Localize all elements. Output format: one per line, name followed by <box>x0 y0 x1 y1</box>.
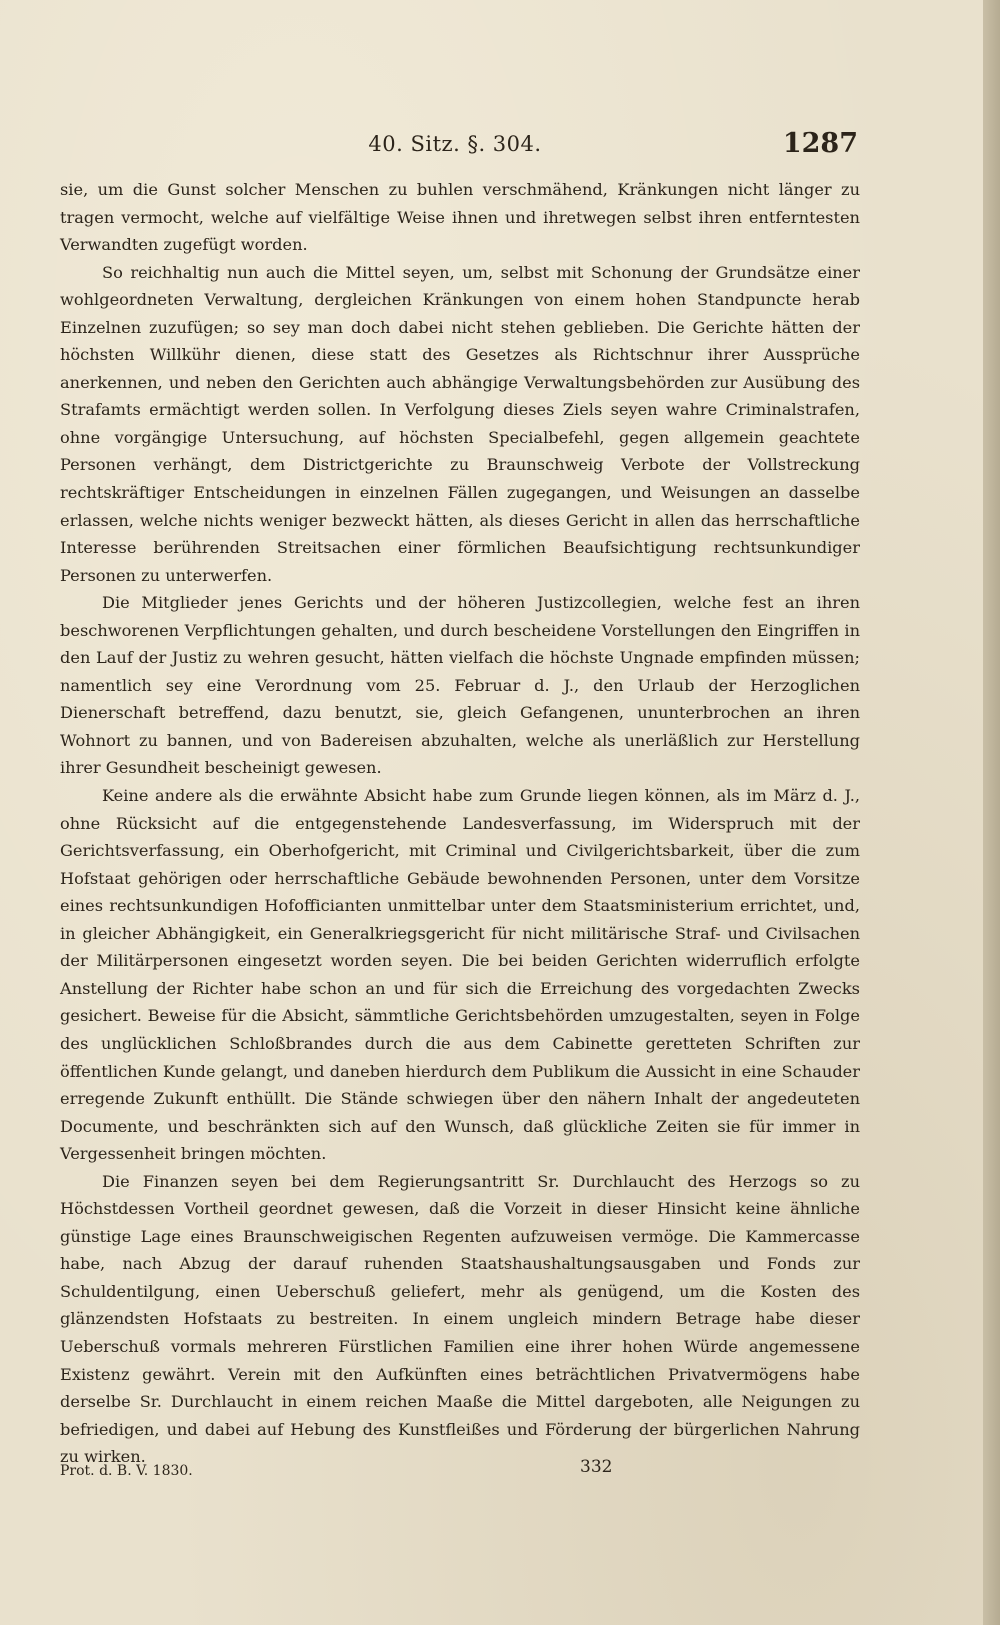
paragraph-2: So reichhaltig nun auch die Mittel seyen, um, selbst mit Schonung der Grundsätze einer wohlgeordneten Verwaltung, dergleichen Kränkungen von einem hohen Standpuncte herab Einzelnen zuzufügen; so sey man doch dabei nicht stehen geblieben. Die Gerichte hätten der höchsten Willkühr dienen, diese statt des Gesetzes als Richtschnur ihrer Aussprüche anerkennen, und neben den Gerichten auch abhängige Verwaltungsbehörden zur Ausübung des Strafamts ermächtigt werden sollen. In Verfolgung dieses Ziels seyen wahre Criminalstrafen, ohne vorgängige Untersuchung, auf höchsten Specialbefehl, gegen allgemein geachtete Personen verhängt, dem Districtgerichte zu Braunschweig Verbote der Vollstreckung rechtskräftiger Entscheidungen in einzelnen Fällen zugegangen, und Weisungen an dasselbe erlassen, welche nichts weniger bezweckt hätten, als dieses Gericht in allen das herrschaftliche Interesse berührenden Streitsachen einer förmlichen Beaufsichtigung rechtsunkundiger Personen zu unterwerfen. <box>60 262 860 585</box>
paragraph-3: Die Mitglieder jenes Gerichts und der höheren Justizcollegien, welche fest an ihren beschworenen Verpflichtungen gehalten, und durch bescheidene Vorstellungen den Eingriffen in den Lauf der Justiz zu wehren gesucht, hätten vielfach die höchste Ungnade empfinden müssen; namentlich sey eine Verordnung vom 25. Februar d. J., den Urlaub der Herzoglichen Dienerschaft betreffend, dazu benutzt, sie, gleich Gefangenen, ununterbrochen an ihren Wohnort zu bannen, und von Badereisen abzuhalten, welche als unerläßlich zur Herstellung ihrer Gesundheit bescheinigt gewesen. <box>60 593 860 778</box>
signature-mark: 332 <box>580 1457 613 1477</box>
paragraph-4: Keine andere als die erwähnte Absicht habe zum Grunde liegen können, als im März d. J., ohne Rücksicht auf die entgegenstehende Landesverfassung, im Widerspruch mit der Gerichtsverfassung, ein Oberhofgericht, mit Criminal und Civilgerichtsbarkeit, über die zum Hofstaat gehörigen oder herrschaftliche Gebäude bewohnenden Personen, unter dem Vorsitze eines rechtsunkundigen Hofofficianten unmittelbar unter dem Staatsministerium errichtet, und, in gleicher Abhängigkeit, ein Generalkriegsgericht für nicht militärische Straf- und Civilsachen der Militärpersonen eingesetzt worden seyen. Die bei beiden Gerichten widerruflich erfolgte Anstellung der Richter habe schon an und für sich die Erreichung des vorgedachten Zwecks gesichert. Beweise für die Absicht, sämmtliche Gerichtsbehörden umzugestalten, seyen in Folge des unglücklichen Schloßbrandes durch die aus dem Cabinette geretteten Schriften zur öffentlichen Kunde gelangt, und daneben hierdurch dem Publikum die Aussicht in eine Schauder erregende Zukunft enthüllt. Die Stände schwiegen über den nähern Inhalt der angedeuteten Documente, und beschränkten sich auf den Wunsch, daß glückliche Zeiten sie für immer in Vergessenheit bringen möchten. <box>60 786 860 1164</box>
footer-reference: Prot. d. B. V. 1830. <box>60 1463 193 1479</box>
page-footer <box>60 1457 860 1483</box>
paragraph-5: Die Finanzen seyen bei dem Regierungsantritt Sr. Durchlaucht des Herzogs so zu Höchstdessen Vortheil geordnet gewesen, daß die Vorzeit in dieser Hinsicht keine ähnliche günstige Lage eines Braunschweigischen Regenten aufzuweisen vermöge. Die Kammercasse habe, nach Abzug der darauf ruhenden Staatshaushaltungsausgaben und Fonds zur Schuldentilgung, einen Ueberschuß geliefert, mehr als genügend, um die Kosten des glänzendsten Hofstaats zu bestreiten. In einem ungleich mindern Betrage habe dieser Ueberschuß vormals mehreren Fürstlichen Familien eine ihrer hohen Würde angemessene Existenz gewährt. Verein mit den Aufkünften eines beträchtlichen Privatvermögens habe derselbe Sr. Durchlaucht in einem reichen Maaße die Mittel dargeboten, alle Neigungen zu befriedigen, und dabei auf Hebung des Kunstfleißes und Förderung der bürgerlichen Nahrung zu wirken. <box>60 1171 860 1467</box>
paragraph-1: sie, um die Gunst solcher Menschen zu buhlen verschmähend, Kränkungen nicht länger zu tragen vermocht, welche auf vielfältige Weise ihnen und ihretwegen selbst ihren entferntesten Verwandten zugefügt worden. <box>60 180 860 255</box>
page-number: 1287 <box>782 128 858 159</box>
body-text <box>60 176 860 1471</box>
running-head: 40. Sitz. §. 304. <box>368 132 542 156</box>
page-header <box>60 128 858 168</box>
page-edge <box>983 0 1000 1625</box>
